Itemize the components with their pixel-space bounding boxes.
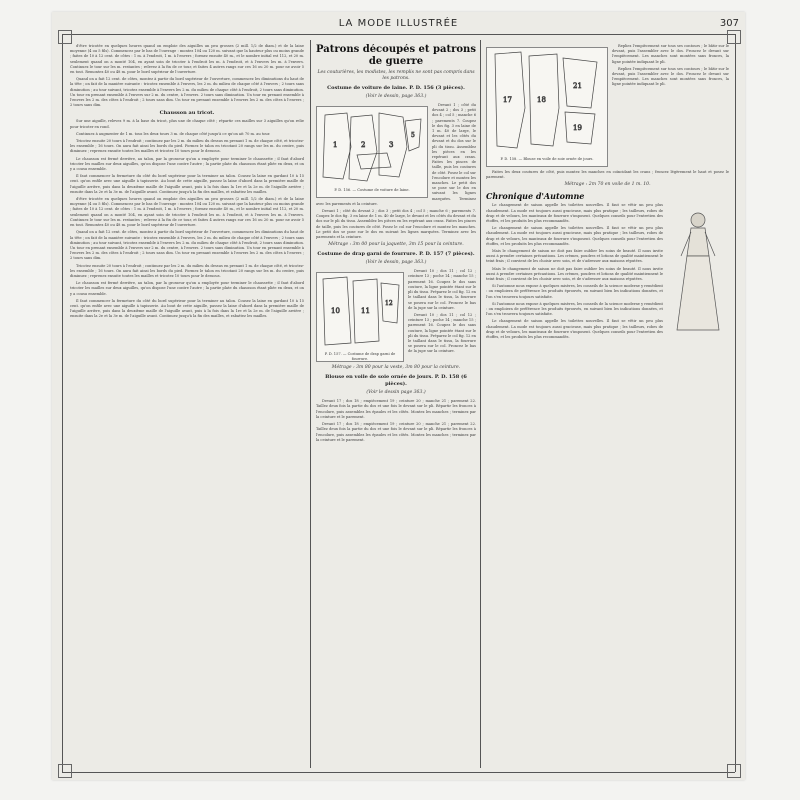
svg-text:10: 10: [331, 307, 340, 316]
pattern-diagram: [486, 47, 608, 167]
left-paragraph: d'être tricotée en quelques heures quand on emploie des aiguilles un peu grosses (2 mill. 1/2 de diam.) et de la laine moyenne (4 ou 5 fils). Commencez par le bas de l'ouvrage : montez 104 ou 120 m. suivant que la hauteur plus ou moins grande ; faites de 10 à 12 cent. de côtes : 1 m. à l'endroit, 1 m. à l'envers ; formez ensuite 40 m., et le nombre initial est 112, et 20 m. seulement quand on a monté 104, en ayant soin de tricoter à l'endroit les m. à l'endroit, et à l'envers les m. à l'envers. Continuez le tour sur les m. restantes ; relevez à la fin de ce tour, et faites 4 autres rangs sur ces 16 ou 20 m. pour ne avoir 5 en tout. Remontez 40 ou 48 m. pour le bord supérieur de l'ouverture.: [70, 44, 304, 75]
pattern-heading: Costume de voiture de laine. P. D. 156 (3 pièces).: [327, 85, 465, 91]
pattern-ref: (Voir le dessin page 363.): [366, 390, 426, 396]
page-number: 307: [719, 18, 739, 29]
top-rule: [62, 34, 735, 35]
pattern-ref: (Voir le dessin, page 363.): [365, 94, 427, 99]
left-column: [70, 44, 304, 770]
pattern-text: Devant 1 ; côté du devant 2 ; dos 3 ; petit dos 4 ; col 5 ; manche 6 ; parements 7. Coupez le dos fig. 3 en laine de 1 m. 40 de large, le devant et les côtés du devant et du dos sur le pli du tissu. Assemblez les pièces en les repérant aux crans. Faites les pinces de taille, puis les coutures de côté. Posez le col sur l'encolure et montez les manches. Le petit dos se pose sur le dos en suivant les lignes marquées. Terminez avec les parements et la ceinture.: [316, 209, 476, 240]
fashion-figure: [667, 206, 729, 336]
pattern-pieces-drawing: [487, 48, 607, 156]
bottom-rule: [62, 772, 735, 773]
left-paragraph: Continuez à augmenter de 1 m. tous les deux tours 3 m. de chaque côté jusqu'à ce qu'on ait 70 m. au tour.: [76, 131, 271, 136]
figure-caption: P. D. 157. — Costume de drap garni de fourrure.: [324, 352, 396, 362]
left-paragraph: Il faut commencer la fermeture du côté du bord supérieur pour la terminer au talon. Cousez la laine en gardant 10 à 15 cent. qu'on enfile avec une aiguille à tapisserie. Au bout de cette aiguille, passez la laine d'abord dans la première maille de l'aiguille arrière, puis dans la deuxième maille de l'aiguille avant, puis à la fois dans la 1re et la 2e m. de l'aiguille arrière ; ensuite dans la 2e et la 3e m. de l'aiguille avant. Continuez jusqu'à la fin des mailles, et rabattez les mailles.: [70, 298, 304, 319]
svg-text:3: 3: [389, 141, 394, 149]
woman-illustration-icon: [667, 206, 729, 336]
right-paragraph: Mais le changement de saison ne doit pas faire oublier les soins de beauté. Il nous invite aussi à prendre certaines précautions. Les crèmes, poudres et lotions de qualité maintiennent le teint frais ; il convient de les choisir avec soin, et de s'adresser aux maisons réputées.: [486, 266, 663, 282]
left-paragraph: Tricotez ensuite 20 tours à l'endroit ; continuez par les 2 m. du milieu du dessus en prenant 1 m. de chaque côté, et tricotez-les ensemble ; 16 tours. On aura fait ainsi les bords du pied. Formez le talon en tricotant 20 rangs sur les m. du centre, puis diminuez ; reprenez ensuite toutes les mailles et tricotez 10 tours pour le dessous.: [70, 139, 304, 154]
svg-text:17: 17: [503, 96, 512, 104]
pattern-text: Devant 17 ; dos 18 ; empiècement 19 ; ceinture 20 ; manche 21 ; parement 22. Taillez deux fois la partie du dos et une fois le devant sur le pli. Répartir les fronces à l'encolure, puis assemblez les épaules et les côtés. Montez les manches ; terminez par la ceinture et le parement.: [316, 422, 476, 442]
left-paragraph: Il faut commencer la fermeture du côté du bord supérieur pour la terminer au talon. Cousez la laine en gardant 10 à 15 cent. qu'on enfile avec une aiguille à tapisserie. Au bout de cette aiguille, passez la laine d'abord dans la première maille de l'aiguille arrière, puis dans la deuxième maille de l'aiguille avant, puis à la fois dans la 1re et la 2e m. de l'aiguille arrière ; ensuite dans la 2e et la 3e m. de l'aiguille avant. Continuez jusqu'à la fin des mailles, et rabattez les mailles.: [70, 174, 304, 194]
materials-note: Métrage : 2m 70 en voile de 1 m. 10.: [564, 182, 651, 188]
left-paragraph: Tricotez ensuite 20 tours à l'endroit ; continuez par les 2 m. du milieu du dessus en prenant 1 m. de chaque côté, et tricotez-les ensemble ; 16 tours. On aura fait ainsi les bords du pied. Formez le talon en tricotant 20 rangs sur les m. du centre, puis diminuez ; reprenez ensuite toutes les mailles et tricotez 10 tours pour le dessous.: [70, 263, 304, 278]
left-paragraph: Quand on a fait 12 cent. de côtes, montez à partir du bord supérieur de l'ouverture, commencez les diminutions du haut de la tête ; on fait de la manière suivante : tricotez ensemble à l'envers, les 2 m. du milieu de chaque côté à l'envers ; 2 tours sans diminution ; au tour suivant, tricotez ensemble à l'envers les 2 m. du milieu de chaque côté à l'endroit, 2 tours sans diminution. Un tour en prenant ensemble à l'envers sur 2 m. du centre, à l'envers. 2 tours sans diminution. Un tour en prenant ensemble à l'envers les 2 m. des côtes à l'endroit ; 2 tours sans dim. Un tour en prenant ensemble à l'envers les 2 m. des côtes à l'envers ; 2 tours sans dim.: [70, 77, 304, 108]
middle-column: [316, 44, 476, 770]
svg-text:21: 21: [573, 82, 582, 90]
patterns-subtitle: Les couturières, les modistes, les remplis ne sont pas compris dans les patrons.: [317, 70, 475, 81]
right-rule: [735, 34, 736, 772]
right-paragraph: Le changement de saison appelle les toilettes nouvelles. Il faut se vêtir un peu plus chaudement. La mode est toujours aussi gracieuse, mais plus pratique ; les tailleurs, robes de drap et de velours, les manteaux de fourrure s'imposent. Quelques conseils pour l'entretien des étoffes, et les produits les plus recommandés.: [486, 319, 663, 340]
svg-text:19: 19: [573, 124, 582, 132]
right-paragraph: Repliez l'empiècement sur tous ses contours ; le bâtir sur le devant, puis l'assembler avec le dos. Froncez le devant sur l'empiècement. Les manches sont montées sans fronces, la ligne pointée indiquant le pli.: [612, 66, 729, 87]
svg-text:2: 2: [361, 141, 366, 149]
materials-note: Métrage : 3m 00 pour la jaquette, 3m 15 pour la ceinture.: [328, 242, 464, 248]
svg-text:12: 12: [385, 300, 393, 308]
svg-text:1: 1: [333, 141, 338, 149]
left-paragraph: Le chausson est fermé derrière, au talon, par la grosseur qu'on a employée pour terminer le chaussette ; il faut d'abord tricoter les mailles sur deux aiguilles, qu'on dispose l'une contre l'autre ; la partie plate du chausson étant pliée en deux, et on y a cousu ensemble.: [70, 156, 304, 172]
materials-note: Métrage : 3m 80 pour la veste, 3m 80 pour la ceinture.: [331, 365, 461, 371]
section-heading: Chausson au tricot.: [159, 110, 215, 117]
pattern-text: Devant 10 ; dos 11 ; col 12 ; ceinture 13 ; poche 14 ; manche 15 ; parement 16. Coupez le dos sans couture, la ligne pointée étant sur le pli du tissu. Préparez le col fig. 12 en le taillant dans le tissu, la fourrure se posera sur le col. Froncez le bas de la jupe sur la ceinture.: [408, 312, 476, 354]
svg-text:18: 18: [537, 96, 546, 104]
right-paragraph: Si l'automne nous expose à quelques misères, les conseils de la science moderne y remédient : on emploiera de préférence les produits éprouvés, en suivant bien les indications données, et l'on s'en trouvera toujours satisfaite.: [486, 301, 663, 317]
corner-ornament: [727, 30, 741, 44]
column-divider-1: [310, 40, 311, 768]
right-paragraph: Le changement de saison appelle les toilettes nouvelles. Il faut se vêtir un peu plus chaudement. La mode est toujours aussi gracieuse, mais plus pratique ; les tailleurs, robes de drap et de velours, les manteaux de fourrure s'imposent. Quelques conseils pour l'entretien des étoffes, et les produits les plus recommandés.: [486, 203, 663, 224]
right-paragraph: Si l'automne nous expose à quelques misères, les conseils de la science moderne y remédient : on emploiera de préférence les produits éprouvés, en suivant bien les indications données, et l'on s'en trouvera toujours satisfaite.: [486, 284, 663, 299]
figure-caption: P. D. 156. — Costume de voiture de laine.: [334, 188, 410, 192]
page-header: [52, 18, 745, 32]
column-divider-2: [480, 40, 481, 768]
svg-text:11: 11: [361, 307, 370, 316]
pattern-diagram: [316, 106, 428, 198]
patterns-title: Patrons découpés et patrons de guerre: [316, 44, 476, 67]
chronique-title: Chronique d'Automne: [486, 191, 585, 202]
left-paragraph: Sur une aiguille, relevez 9 m. à la base du tricot, plus une de chaque côté ; répartir ces mailles sur 3 aiguilles qu'on relie pour tricoter en rond.: [70, 119, 304, 129]
left-rule: [62, 34, 63, 772]
pattern-heading: Costume de drap garni de fourrure. P. D. 157 (7 pièces).: [317, 251, 475, 258]
corner-ornament: [58, 30, 72, 44]
pattern-text: Devant 17 ; dos 18 ; empiècement 19 ; ceinture 20 ; manche 21 ; parement 22. Taillez deux fois la partie du dos et une fois le devant sur le pli. Répartir les fronces à l'encolure, puis assemblez les épaules et les côtés. Montez les manches ; terminez par la ceinture et le parement.: [316, 399, 476, 419]
pattern-diagram: [316, 272, 404, 362]
right-paragraph: Faites les deux coutures de côté, puis montez les manches en coïncidant les crans ; froncez légèrement le haut et posez le parement.: [486, 170, 729, 180]
right-column: [486, 44, 729, 770]
magazine-title: LA MODE ILLUSTRÉE: [338, 18, 459, 29]
pattern-pieces-drawing: [317, 273, 403, 351]
pattern-text: Devant 1 ; côté du devant 2 ; dos 3 ; petit dos 4 ; col 5 ; manche 6 ; parements 7. Coupez le dos fig. 3 en laine de 1 m. 40 de large, le devant et les côtés du devant et du dos sur le pli du tissu. Assemblez les pièces en les repérant aux crans. Faites les pinces de taille, puis les coutures de côté. Posez le col sur l'encolure et montez les manches. Le petit dos se pose sur le dos en suivant les lignes marquées. Terminez avec les parements et la ceinture.: [316, 103, 476, 206]
left-paragraph: d'être tricotée en quelques heures quand on emploie des aiguilles un peu grosses (2 mill. 1/2 de diam.) et de la laine moyenne (4 ou 5 fils). Commencez par le bas de l'ouvrage : montez 104 ou 120 m. suivant que la hauteur plus ou moins grande ; faites de 10 à 12 cent. de côtes : 1 m. à l'endroit, 1 m. à l'envers ; formez ensuite 40 m., et le nombre initial est 112, et 20 m. seulement quand on a monté 104, en ayant soin de tricoter à l'endroit les m. à l'endroit, et à l'envers les m. à l'envers. Continuez le tour sur les m. restantes ; relevez à la fin de ce tour, et faites 4 autres rangs sur ces 16 ou 20 m. pour ne avoir 5 en tout. Remontez 40 ou 48 m. pour le bord supérieur de l'ouverture.: [70, 197, 304, 228]
pattern-ref: (Voir le dessin, page 363.): [365, 260, 427, 266]
pattern-heading: Blouse en voile de soie ornée de jours. P. D. 158 (6 pièces).: [325, 374, 467, 388]
left-paragraph: Le chausson est fermé derrière, au talon, par la grosseur qu'on a employée pour terminer le chaussette ; il faut d'abord tricoter les mailles sur deux aiguilles, qu'on dispose l'une contre l'autre ; la partie plate du chausson étant pliée en deux, et on y a cousu ensemble.: [70, 281, 304, 296]
right-paragraph: Repliez l'empiècement sur tous ses contours ; le bâtir sur le devant, puis l'assembler avec le dos. Froncez le devant sur l'empiècement. Les manches sont montées sans fronces, la ligne pointée indiquant le pli.: [612, 44, 729, 64]
right-paragraph: Mais le changement de saison ne doit pas faire oublier les soins de beauté. Il nous invite aussi à prendre certaines précautions. Les crèmes, poudres et lotions de qualité maintiennent le teint frais ; il convient de les choisir avec soin, et de s'adresser aux maisons réputées.: [486, 249, 663, 264]
svg-text:5: 5: [411, 132, 415, 139]
corner-ornament: [727, 764, 741, 778]
pattern-pieces-drawing: [317, 107, 427, 187]
pattern-text: Devant 10 ; dos 11 ; col 12 ; ceinture 13 ; poche 14 ; manche 15 ; parement 16. Coupez le dos sans couture, la ligne pointée étant sur le pli du tissu. Préparez le col fig. 12 en le taillant dans le tissu, la fourrure se posera sur le col. Froncez le bas de la jupe sur la ceinture.: [408, 269, 476, 310]
figure-caption: P. D. 158. — Blouse en voile de soie ornée de jours.: [500, 157, 594, 161]
left-paragraph: Quand on a fait 12 cent. de côtes, montez à partir du bord supérieur de l'ouverture, commencez les diminutions du haut de la tête ; on fait de la manière suivante : tricotez ensemble à l'envers, les 2 m. du milieu de chaque côté à l'envers ; 2 tours sans diminution ; au tour suivant, tricotez ensemble à l'envers les 2 m. du milieu de chaque côté à l'endroit, 2 tours sans diminution. Un tour en prenant ensemble à l'envers sur 2 m. du centre, à l'envers. 2 tours sans diminution. Un tour en prenant ensemble à l'envers les 2 m. des côtes à l'endroit ; 2 tours sans dim. Un tour en prenant ensemble à l'envers les 2 m. des côtes à l'envers ; 2 tours sans dim.: [70, 230, 304, 261]
right-paragraph: Le changement de saison appelle les toilettes nouvelles. Il faut se vêtir un peu plus chaudement. La mode est toujours aussi gracieuse, mais plus pratique ; les tailleurs, robes de drap et de velours, les manteaux de fourrure s'imposent. Quelques conseils pour l'entretien des étoffes, et les produits les plus recommandés.: [486, 226, 663, 246]
